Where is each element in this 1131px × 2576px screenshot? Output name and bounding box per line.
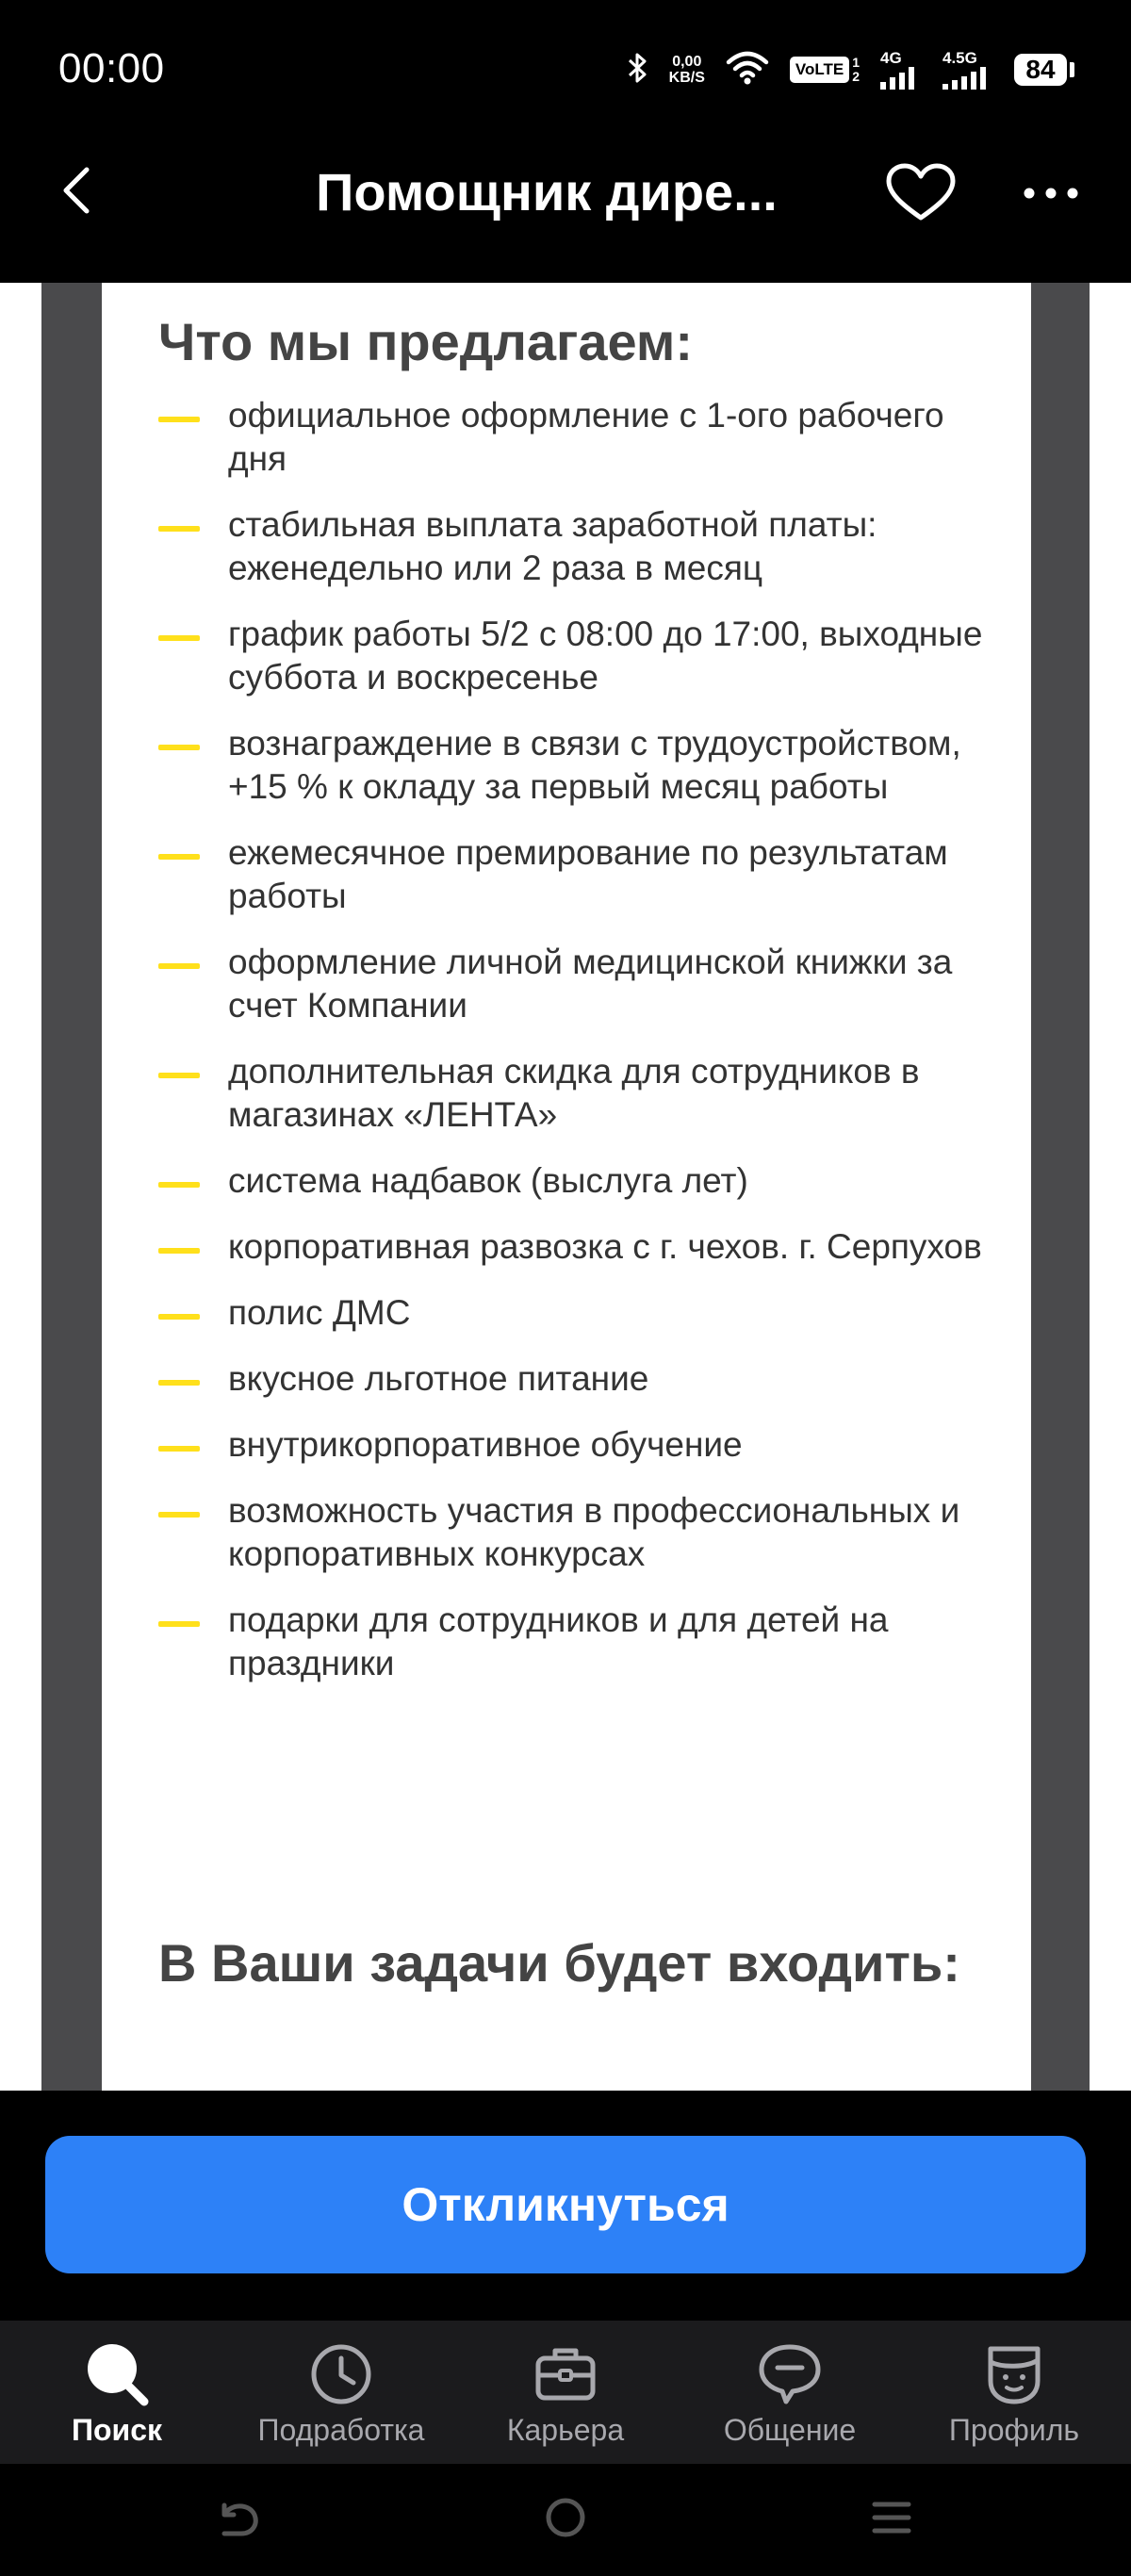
- offer-item: [158, 831, 988, 918]
- signal-bars-icon: [880, 67, 922, 90]
- offer-item-text: возможность участия в профессиональных и корпоративных конкурсах: [228, 1491, 960, 1573]
- more-dots-icon: [1023, 187, 1079, 200]
- nav-item-profile[interactable]: [901, 2321, 1127, 2464]
- content-side-bar-left: [41, 283, 102, 2091]
- offer-item: [158, 1599, 988, 1685]
- offer-item: [158, 1225, 988, 1269]
- system-navigation-bar: [0, 2464, 1131, 2576]
- content-side-bar-right: [1031, 283, 1090, 2091]
- tasks-section-title: В Ваши задачи будет входить:: [158, 1933, 960, 1993]
- dash-bullet-icon: [158, 1248, 200, 1254]
- dash-bullet-icon: [158, 417, 200, 422]
- offer-item: [158, 1489, 988, 1576]
- offer-item-text: стабильная выплата заработной платы: еженедельно или 2 раза в месяц: [228, 505, 877, 587]
- battery-level: 84: [1014, 54, 1067, 86]
- dash-bullet-icon: [158, 1380, 200, 1386]
- volte-indicator: [790, 56, 860, 84]
- offer-list: [158, 394, 988, 1708]
- nav-item-part-time[interactable]: [228, 2321, 454, 2464]
- offer-item-text: внутрикорпоративное обучение: [228, 1425, 743, 1464]
- nav-label-search: Поиск: [71, 2413, 163, 2447]
- search-icon: [82, 2339, 152, 2409]
- heart-icon: [885, 163, 957, 223]
- nav-item-chat[interactable]: [677, 2321, 903, 2464]
- respond-button[interactable]: Откликнуться: [45, 2136, 1086, 2273]
- signal-2: [942, 50, 993, 90]
- wifi-icon: [726, 51, 769, 90]
- more-options-button[interactable]: [1008, 151, 1093, 236]
- offer-item: [158, 1050, 988, 1137]
- system-back-button[interactable]: [202, 2485, 277, 2551]
- net-speed-value: 0,00: [672, 54, 702, 70]
- offer-item: [158, 1159, 988, 1203]
- status-icons: [628, 45, 1074, 94]
- system-home-icon: [544, 2496, 587, 2539]
- favorite-button[interactable]: [878, 151, 963, 236]
- briefcase-icon: [531, 2339, 600, 2409]
- dash-bullet-icon: [158, 1512, 200, 1518]
- vacancy-card: [102, 283, 1031, 2091]
- clock-icon: [306, 2339, 376, 2409]
- offer-item-text: официальное оформление с 1-ого рабочего дня: [228, 396, 944, 478]
- dash-bullet-icon: [158, 526, 200, 532]
- page-title: Помощник дире...: [316, 162, 778, 222]
- nav-label-chat: Общение: [723, 2413, 857, 2447]
- offer-item-text: система надбавок (выслуга лет): [228, 1161, 748, 1200]
- offer-item-text: дополнительная скидка для сотрудников в магазинах «ЛЕНТА»: [228, 1052, 920, 1134]
- dash-bullet-icon: [158, 635, 200, 641]
- dash-bullet-icon: [158, 1182, 200, 1188]
- nav-item-career[interactable]: [452, 2321, 679, 2464]
- offer-item-text: график работы 5/2 с 08:00 до 17:00, выходные суббота и воскресенье: [228, 615, 983, 697]
- status-time: 00:00: [58, 45, 165, 91]
- offer-item: [158, 503, 988, 590]
- offer-item: [158, 613, 988, 699]
- battery-indicator: [1014, 54, 1074, 86]
- net-speed-unit: KB/S: [668, 70, 705, 86]
- bottom-navigation: [0, 2321, 1131, 2464]
- offer-item: [158, 722, 988, 809]
- chat-icon: [755, 2339, 825, 2409]
- offer-item-text: ежемесячное премирование по результатам работы: [228, 833, 948, 915]
- offer-item: [158, 1291, 988, 1335]
- signal-2-label: 4.5G: [942, 49, 977, 67]
- signal-bars-icon: [942, 67, 993, 90]
- network-speed: [669, 54, 705, 86]
- offer-item-text: вкусное льготное питание: [228, 1359, 649, 1398]
- dash-bullet-icon: [158, 1621, 200, 1627]
- back-button[interactable]: [38, 151, 117, 230]
- offer-item-text: полис ДМС: [228, 1293, 411, 1332]
- dash-bullet-icon: [158, 1446, 200, 1452]
- status-bar: [0, 0, 1131, 132]
- offer-item-text: вознаграждение в связи с трудоустройством, +15 % к окладу за первый месяц работы: [228, 724, 961, 806]
- vacancy-content[interactable]: [0, 283, 1131, 2091]
- system-back-icon: [217, 2496, 262, 2539]
- offer-item-text: корпоративная развозка с г. чехов. г. Серпухов: [228, 1227, 982, 1266]
- offer-item: [158, 394, 988, 481]
- system-menu-icon: [871, 2497, 912, 2538]
- offer-item-text: оформление личной медицинской книжки за счет Компании: [228, 943, 953, 1025]
- nav-label-part-time: Подработка: [257, 2413, 425, 2447]
- dash-bullet-icon: [158, 854, 200, 860]
- signal-1-label: 4G: [880, 49, 902, 67]
- dash-bullet-icon: [158, 963, 200, 969]
- system-home-button[interactable]: [528, 2485, 603, 2551]
- offer-item: [158, 941, 988, 1027]
- dash-bullet-icon: [158, 745, 200, 750]
- dash-bullet-icon: [158, 1314, 200, 1320]
- respond-bar: [0, 2091, 1131, 2321]
- offer-section-title: Что мы предлагаем:: [158, 312, 693, 371]
- back-arrow-icon: [58, 164, 96, 217]
- offer-item: [158, 1357, 988, 1401]
- sim-top: 1: [852, 55, 860, 70]
- dash-bullet-icon: [158, 1073, 200, 1078]
- battery-tip: [1070, 62, 1074, 77]
- offer-item: [158, 1423, 988, 1467]
- app-header: [0, 132, 1131, 283]
- bluetooth-icon: [628, 52, 648, 89]
- profile-icon: [979, 2339, 1049, 2409]
- nav-item-search[interactable]: [4, 2321, 230, 2464]
- sim-bottom: 2: [852, 69, 860, 84]
- signal-1: [880, 50, 922, 90]
- nav-label-career: Карьера: [506, 2413, 625, 2447]
- nav-label-profile: Профиль: [948, 2413, 1080, 2447]
- sim-numbers: [852, 56, 860, 84]
- system-recents-button[interactable]: [854, 2485, 929, 2551]
- volte-badge: VoLTE: [790, 57, 849, 83]
- offer-item-text: подарки для сотрудников и для детей на праздники: [228, 1600, 889, 1682]
